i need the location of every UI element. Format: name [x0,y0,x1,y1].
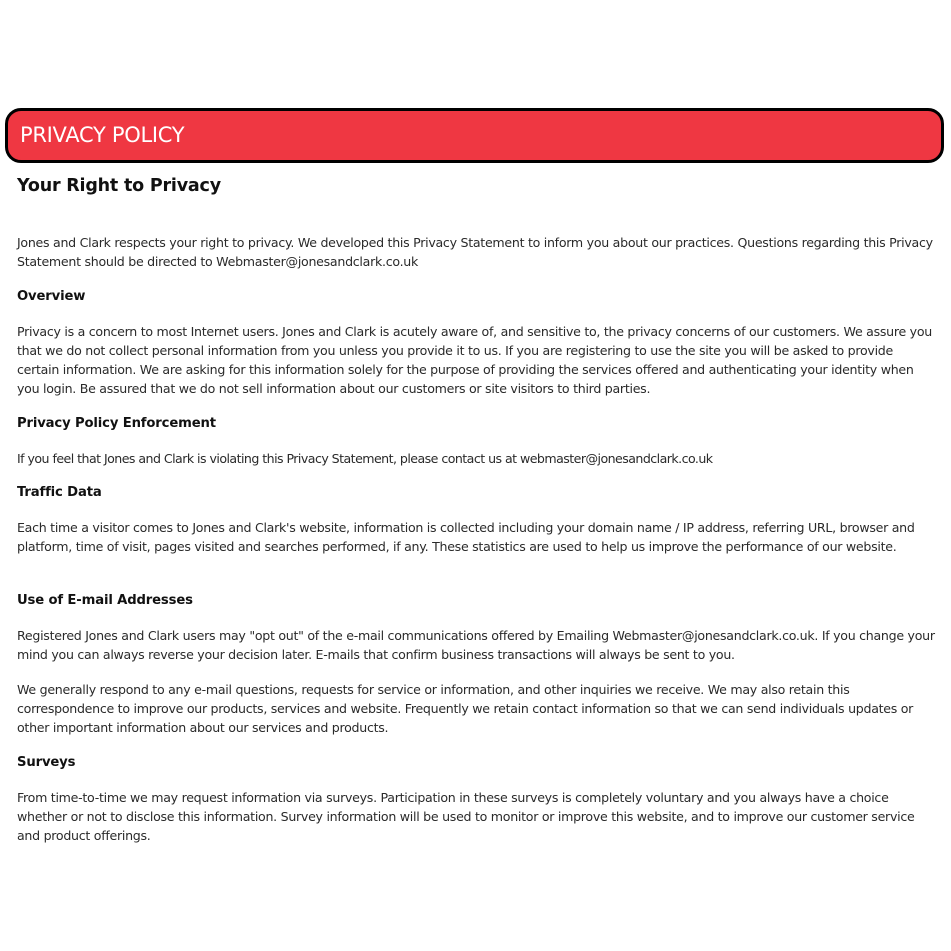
paragraph-line: If you feel that Jones and Clark is violating this Privacy Statement, please contact us at webmaster@jonesandclark.co.uk [17,451,713,466]
email-paragraph-1 [17,626,935,664]
page-title: Your Right to Privacy [17,176,221,196]
paragraph-line: Each time a visitor comes to Jones and Clark's website, information is collected including your domain name / IP address, referring URL, browser and [17,520,915,535]
paragraph-line: We generally respond to any e-mail questions, requests for service or information, and other inquiries we receive. We may also retain this [17,682,850,697]
surveys-paragraph [17,788,914,845]
page-banner [5,108,944,163]
paragraph-line: platform, time of visit, pages visited and searches performed, if any. These statistics are used to help us improve the performance of our website. [17,539,897,554]
paragraph-line: Registered Jones and Clark users may "opt out" of the e-mail communications offered by Emailing Webmaster@jonesandclark.co.uk. If you change your [17,628,935,643]
banner-title: PRIVACY POLICY [20,123,185,147]
section-heading-enforcement: Privacy Policy Enforcement [17,416,216,431]
paragraph-line: you login. Be assured that we do not sell information about our customers or site visitors to third parties. [17,381,651,396]
paragraph-line: mind you can always reverse your decision later. E-mails that confirm business transactions will always be sent to you. [17,647,735,662]
traffic-data-paragraph [17,518,915,556]
paragraph-line: Jones and Clark respects your right to privacy. We developed this Privacy Statement to inform you about our practices. Questions regarding this Privacy [17,235,933,250]
paragraph-line: Privacy is a concern to most Internet users. Jones and Clark is acutely aware of, and sensitive to, the privacy concerns of our customers. We assure you [17,324,932,339]
email-paragraph-2 [17,680,913,737]
intro-paragraph [17,233,933,271]
section-heading-email-addresses: Use of E-mail Addresses [17,593,193,608]
section-heading-overview: Overview [17,289,86,304]
paragraph-line: correspondence to improve our products, services and website. Frequently we retain contact information so that we can send individuals updates or [17,701,914,716]
paragraph-line: other important information about our services and products. [17,720,389,735]
paragraph-line: and product offerings. [17,828,151,843]
section-heading-surveys: Surveys [17,755,76,770]
paragraph-line: that we do not collect personal information from you unless you provide it to us. If you are registering to use the site you will be asked to provide [17,343,893,358]
paragraph-line: Statement should be directed to Webmaster@jonesandclark.co.uk [17,254,419,269]
enforcement-paragraph [17,449,713,468]
section-heading-traffic-data: Traffic Data [17,485,102,500]
paragraph-line: whether or not to disclose this information. Survey information will be used to monitor or improve this website, and to improve our customer service [17,809,915,824]
overview-paragraph [17,322,932,398]
paragraph-line: certain information. We are asking for this information solely for the purpose of providing the services offered and authenticating your identity when [17,362,914,377]
paragraph-line: From time-to-time we may request information via surveys. Participation in these surveys is completely voluntary and you always have a choice [17,790,889,805]
